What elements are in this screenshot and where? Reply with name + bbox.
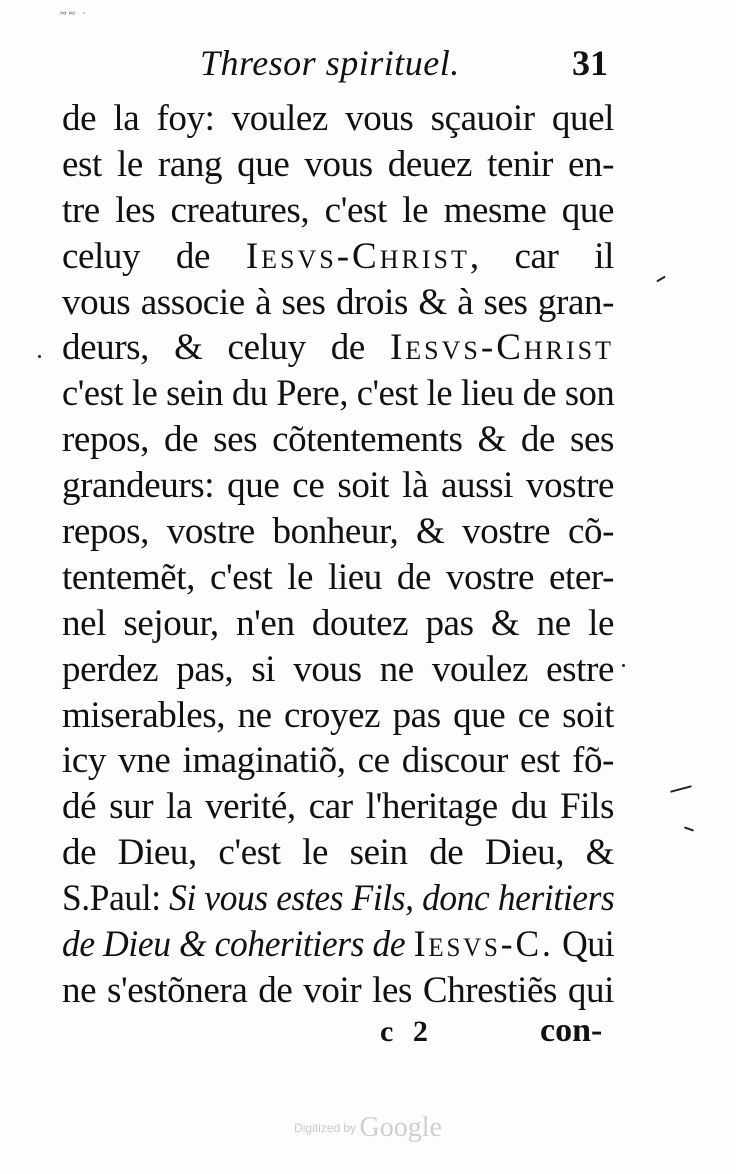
ink-mark: [684, 826, 694, 831]
text-segment: deurs, & celuy de: [62, 327, 390, 369]
text-segment: c'est le sein du Pere, c'est le lieu de son: [62, 373, 615, 415]
text-line: [62, 188, 614, 234]
text-segment: celuy de: [62, 235, 246, 277]
text-line: [62, 463, 614, 509]
text-segment: Qui: [553, 924, 615, 966]
watermark-brand: Google: [359, 1112, 442, 1143]
ink-mark: [670, 785, 692, 793]
text-segment: repos, de ses cõtentements & de ses: [62, 419, 614, 461]
text-line: [62, 555, 614, 601]
body-text: [62, 96, 614, 1014]
digitization-watermark: [0, 1112, 736, 1144]
text-line: [62, 830, 614, 876]
small-caps-name: Iesvs-C.: [413, 924, 554, 966]
italic-quotation: Si vous estes Fils, donc heritiers: [169, 878, 615, 920]
text-segment: , car il: [469, 235, 615, 277]
signature-mark: c 2: [380, 1015, 434, 1048]
text-segment: nel sejour, n'en doutez pas & ne le: [62, 602, 614, 644]
text-segment: repos, vostre bonheur, & vostre cõ-: [62, 511, 614, 553]
text-line: [62, 371, 615, 417]
page-number: 31: [572, 43, 608, 83]
italic-quotation: de Dieu & coheritiers de: [62, 924, 414, 966]
text-segment: ne s'estõnera de voir les Chrestiẽs qui: [62, 969, 614, 1011]
running-title: Thresor spirituel.: [200, 43, 460, 83]
catchword: con-: [540, 1012, 603, 1049]
text-line: [62, 417, 614, 463]
watermark-prefix: Digitized by: [294, 1121, 357, 1135]
text-line: [62, 876, 615, 922]
text-line: [62, 509, 614, 555]
text-line: [62, 784, 614, 830]
ink-mark: [38, 355, 41, 358]
page-header: [200, 42, 620, 94]
text-segment: icy vne imaginatiõ, ce discour est fõ-: [62, 740, 614, 782]
text-line: [62, 280, 614, 326]
text-segment: grandeurs: que ce soit là aussi vostre: [62, 465, 614, 507]
small-caps-name: Iesvs-Christ: [389, 327, 614, 369]
ink-specks: ≈≈ ·: [60, 9, 89, 18]
text-line: [62, 601, 614, 647]
text-line: [62, 142, 614, 188]
text-segment: miserables, ne croyez pas que ce soit: [62, 694, 614, 736]
text-line: [62, 738, 614, 784]
text-segment: tentemẽt, c'est le lieu de vostre eter-: [62, 556, 614, 598]
text-segment: dé sur la verité, car l'heritage du Fils: [62, 786, 614, 828]
text-line: [62, 325, 614, 371]
text-segment: de la foy: voulez vous sçauoir quel: [62, 98, 614, 139]
ink-mark: [622, 664, 625, 667]
text-segment: S.Paul:: [62, 878, 170, 920]
ink-mark: [656, 276, 666, 283]
text-segment: vous associe à ses drois & à ses gran-: [62, 281, 614, 323]
text-line: [62, 96, 614, 142]
small-caps-name: Iesvs-Christ: [245, 235, 470, 277]
text-line: [62, 968, 614, 1014]
text-line: [62, 647, 614, 693]
text-line: [62, 922, 615, 968]
text-segment: tre les creatures, c'est le mesme que: [62, 189, 614, 231]
text-line: [62, 693, 614, 739]
text-segment: perdez pas, si vous ne voulez estre: [62, 648, 614, 690]
text-segment: est le rang que vous deuez tenir en-: [62, 143, 614, 185]
text-segment: de Dieu, c'est le sein de Dieu, &: [62, 832, 614, 874]
text-line: [62, 234, 614, 280]
